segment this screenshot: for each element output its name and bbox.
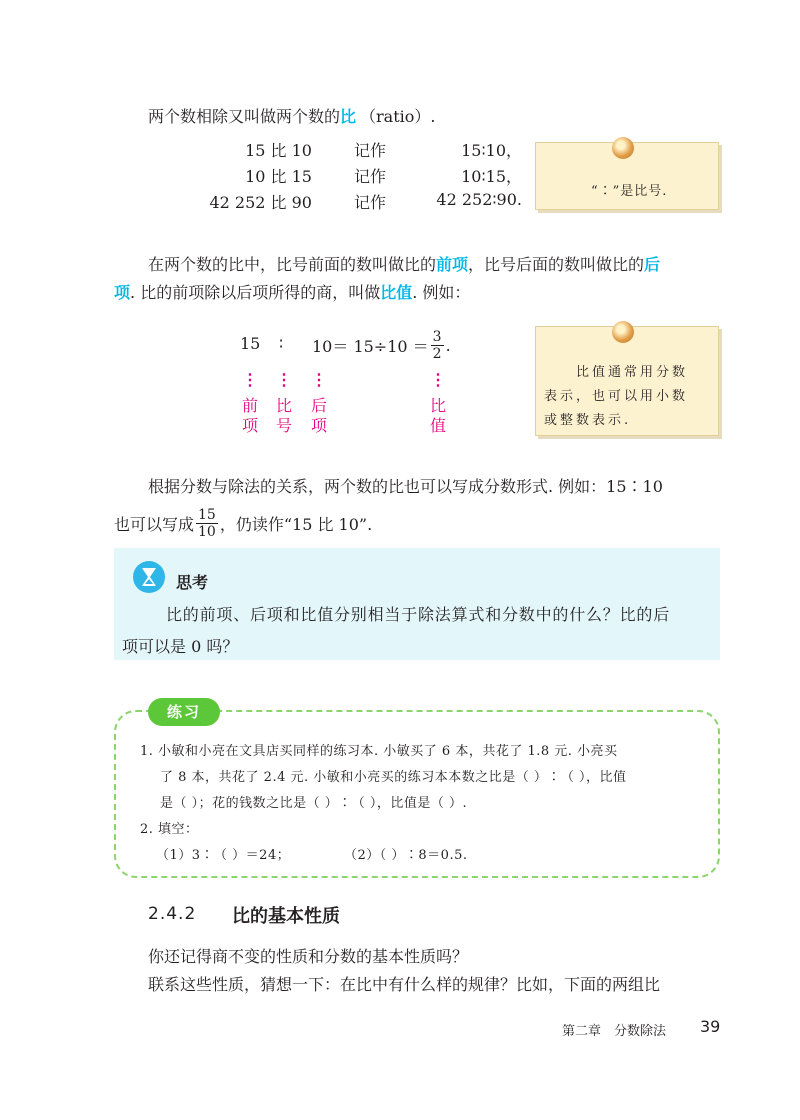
label-char: 项 [310, 416, 327, 435]
example-note: 记作 [354, 193, 387, 212]
fraction-form-text: ，仍读作“15 比 10”. [219, 514, 373, 534]
exercise-q2-part-b: （2）（ ）∶8＝0.5. [344, 848, 468, 863]
example-note: 记作 [354, 141, 387, 160]
page-number: 39 [700, 1017, 721, 1036]
note-line-2: 表示，也可以用小数 [544, 389, 689, 404]
think-title: 思考 [176, 573, 209, 592]
dots-icon: ⋮ [430, 370, 446, 389]
exercise-tag: 练习 [148, 698, 220, 726]
think-line-1: 比的前项、后项和比值分别相当于除法算式和分数中的什么？比的后 [166, 605, 671, 624]
label-char: 项 [241, 416, 258, 435]
fraction-denominator: 10 [198, 523, 216, 540]
example-row-1 [212, 138, 522, 160]
dots-icon: ⋮ [276, 370, 292, 389]
exercise-q1-line-1: 1. 小敏和小亮在文具店买同样的练习本. 小敏买了 6 本，共花了 1.8 元. 小亮买 [140, 744, 618, 759]
label-char: 比 [429, 396, 446, 415]
label-char: 比 [275, 396, 292, 415]
example-result: 42 252∶90. [436, 190, 522, 209]
example-expr: 15 比 10 [245, 141, 312, 160]
definition-text: . 例如： [412, 283, 471, 302]
exercise-q2-part-a: （1）3∶（ ）＝24； [156, 848, 291, 863]
section-line-2: 联系这些性质，猜想一下：在比中有什么样的规律？比如，下面的两组比 [148, 975, 661, 994]
note-colon-text: “∶”是比号. [591, 184, 668, 199]
example-row-2 [212, 164, 522, 186]
fraction-form-line-2 [114, 508, 372, 538]
exercise-q2-title: 2. 填空： [140, 822, 199, 837]
formula-colon: ∶ [279, 334, 284, 353]
exercise-q1-line-2: 了 8 本，共花了 2.4 元. 小敏和小亮买的练习本本数之比是（ ）∶（ ），比值 [160, 770, 627, 785]
term-antecedent: 前项 [436, 255, 469, 274]
section-number: 2.4.2 [148, 904, 197, 924]
definition-text: 在两个数的比中，比号前面的数叫做比的 [148, 255, 437, 274]
fraction-numerator: 15 [198, 506, 216, 523]
dots-icon: ⋮ [311, 370, 327, 389]
think-line-2: 项可以是 0 吗？ [122, 637, 239, 656]
example-note: 记作 [354, 167, 387, 186]
formula-expression: 10＝ 15÷10 ＝ [312, 336, 429, 356]
example-expr: 10 比 15 [245, 167, 312, 186]
term-consequent-part2: 项 [114, 283, 131, 302]
label-ratio-sign [273, 370, 295, 436]
section-title: 比的基本性质 [232, 906, 340, 927]
example-expr: 42 252 比 90 [209, 193, 312, 212]
definition-line-1 [148, 252, 660, 275]
formula-end: . [445, 335, 451, 355]
fraction-form-text: 也可以写成 [114, 514, 195, 534]
sticky-note-colon [535, 142, 719, 210]
label-char: 号 [275, 416, 292, 435]
formula-rest [312, 328, 451, 362]
section-line-1: 你还记得商不变的性质和分数的基本性质吗？ [148, 947, 469, 966]
exercise-q1-line-3: 是（ ）；花的钱数之比是（ ）∶（ ），比值是（ ）. [160, 796, 468, 811]
formula-a: 15 [240, 334, 261, 353]
note-line-3: 或整数表示. [544, 413, 632, 428]
pushpin-icon [612, 321, 634, 343]
definition-text: . 比的前项除以后项所得的商，叫做 [130, 283, 381, 302]
term-ratio: 比 [340, 107, 357, 126]
fraction-15-10 [196, 508, 218, 539]
sticky-note-ratio-value [535, 326, 719, 436]
note-line-1: 比值通常用分数 [576, 365, 689, 380]
label-ratio-value [427, 370, 449, 436]
fraction-3-2 [431, 330, 444, 361]
think-box [114, 548, 720, 660]
label-char: 前 [241, 396, 258, 415]
intro-suffix: （ratio）. [360, 107, 436, 126]
hourglass-icon [132, 560, 166, 594]
fraction-numerator: 3 [432, 328, 442, 345]
footer-chapter: 第二章 分数除法 [562, 1024, 667, 1039]
pushpin-icon [612, 137, 634, 159]
intro-prefix: 两个数相除又叫做两个数的 [148, 107, 341, 126]
example-result: 10∶15， [461, 167, 522, 186]
dots-icon: ⋮ [242, 370, 258, 389]
example-result: 15∶10， [461, 141, 522, 160]
definition-text: ，比号后面的数叫做比的 [468, 255, 645, 274]
example-row-3 [209, 190, 522, 212]
label-char: 值 [429, 416, 446, 435]
definition-line-2 [114, 280, 470, 303]
intro-line [148, 104, 436, 127]
fraction-form-line-1: 根据分数与除法的关系，两个数的比也可以写成分数形式. 例如：15∶10 [148, 477, 663, 496]
label-consequent [308, 370, 330, 436]
fraction-denominator: 2 [432, 345, 442, 362]
term-ratio-value: 比值 [380, 283, 413, 302]
term-consequent-part1: 后 [644, 255, 661, 274]
label-antecedent [239, 370, 261, 436]
label-char: 后 [310, 396, 327, 415]
